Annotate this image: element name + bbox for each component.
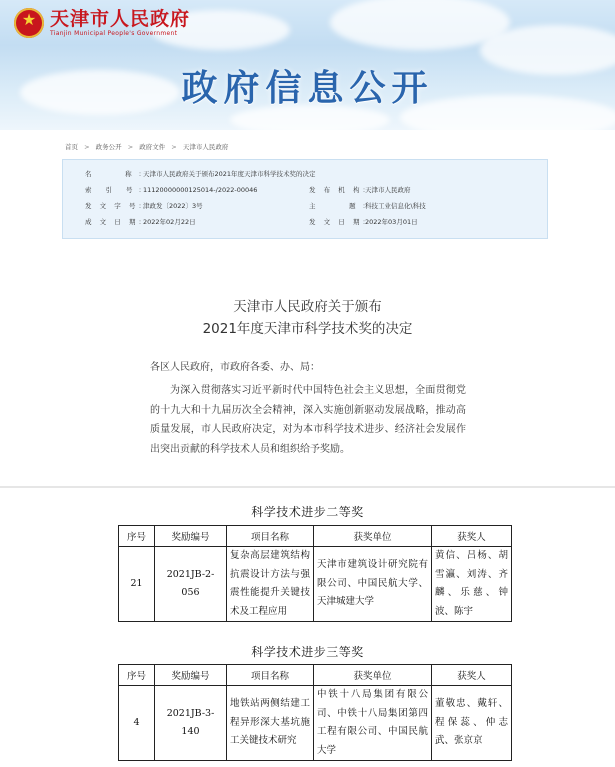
breadcrumb-separator: >: [171, 143, 177, 151]
header-people: 获奖人: [432, 665, 512, 686]
meta-pubdate-value: 2022年03月01日: [365, 218, 418, 226]
cell-unit: 中铁十八局集团有限公司、中铁十八局集团第四工程有限公司、中国民航大学: [314, 686, 432, 761]
header-project: 项目名称: [227, 526, 314, 547]
header-banner: [0, 0, 615, 130]
meta-index-label: 索 引 号：: [85, 186, 145, 194]
header-unit: 获奖单位: [314, 665, 432, 686]
header-people: 获奖人: [432, 526, 512, 547]
meta-pubdate-label: 发 文 日 期：: [309, 218, 369, 226]
second-prize-table: [118, 525, 512, 622]
cell-people: 董敬忠、戴轩、程保蕊、仲志武、张京京: [432, 686, 512, 761]
cell-project: 复杂高层建筑结构抗震设计方法与强震性能提升关键技术及工程应用: [227, 547, 314, 622]
document-meta-box: [62, 159, 548, 239]
table-row: [119, 686, 512, 761]
header-unit: 获奖单位: [314, 526, 432, 547]
meta-issuer-value: 天津市人民政府: [365, 186, 411, 194]
meta-date-value: 2022年02月22日: [143, 218, 196, 226]
breadcrumb-home[interactable]: 首页: [65, 143, 78, 151]
table-header-row: [119, 526, 512, 547]
table-row: [119, 547, 512, 622]
meta-name-label: 名 称：: [85, 170, 145, 178]
document-title-line1: 天津市人民政府关于颁布: [233, 299, 382, 315]
meta-date-label: 成 文 日 期：: [85, 218, 145, 226]
header-project: 项目名称: [227, 665, 314, 686]
salutation: 各区人民政府，市政府各委、办、局：: [150, 362, 320, 373]
site-name-en: Tianjin Municipal People's Government: [50, 29, 178, 37]
third-prize-table: [118, 664, 512, 761]
site-name: 天津市人民政府: [50, 7, 191, 30]
breadcrumb-gov-documents[interactable]: 政府文件: [139, 143, 166, 151]
meta-topic-value: 科技工业信息化\科技: [365, 202, 426, 210]
cell-people: 黄信、吕杨、胡雪瀛、刘涛、齐麟、乐慈、钟波、陈宇: [432, 547, 512, 622]
cell-code: 2021JB-2-056: [155, 547, 227, 622]
header-no: 序号: [119, 665, 155, 686]
breadcrumb-gov-affairs[interactable]: 政务公开: [95, 143, 122, 151]
cell-no: 4: [119, 686, 155, 761]
breadcrumb-current[interactable]: 天津市人民政府: [182, 143, 229, 151]
header-code: 奖励编号: [155, 665, 227, 686]
site-logo[interactable]: [14, 8, 190, 38]
section-divider: [0, 486, 615, 488]
breadcrumb-separator: >: [84, 143, 90, 151]
cell-no: 21: [119, 547, 155, 622]
banner-title: 政府信息公开: [181, 68, 434, 109]
table-header-row: [119, 665, 512, 686]
breadcrumb: [65, 142, 232, 151]
body-paragraph: 为深入贯彻落实习近平新时代中国特色社会主义思想，全面贯彻党的十九大和十九届历次全会精神，深入实施创新驱动发展战略，推动高质量发展，市人民政府决定，对为本市科学技术进步、经济社会发展作出突出贡献的科学技术人员和组织给予奖励。: [150, 385, 466, 455]
meta-topic-label: 主 题：: [309, 202, 369, 210]
meta-index-value: 11120000000125014-/2022-00046: [143, 186, 258, 194]
meta-name-value: 天津市人民政府关于颁布2021年度天津市科学技术奖的决定: [143, 170, 316, 178]
second-prize-title: 科学技术进步二等奖: [251, 505, 364, 519]
document-title-line2: 2021年度天津市科学技术奖的决定: [202, 321, 413, 337]
header-no: 序号: [119, 526, 155, 547]
header-code: 奖励编号: [155, 526, 227, 547]
meta-docno-label: 发 文 字 号：: [85, 202, 145, 210]
cell-code: 2021JB-3-140: [155, 686, 227, 761]
meta-docno-value: 津政发〔2022〕3号: [143, 202, 203, 210]
national-emblem-icon: ★: [14, 8, 44, 38]
cell-project: 地铁站两侧结建工程异形深大基坑施工关键技术研究: [227, 686, 314, 761]
meta-issuer-label: 发 布 机 构：: [309, 186, 369, 194]
breadcrumb-separator: >: [127, 143, 134, 151]
cell-unit: 天津市建筑设计研究院有限公司、中国民航大学、天津城建大学: [314, 547, 432, 622]
third-prize-title: 科学技术进步三等奖: [251, 645, 364, 659]
